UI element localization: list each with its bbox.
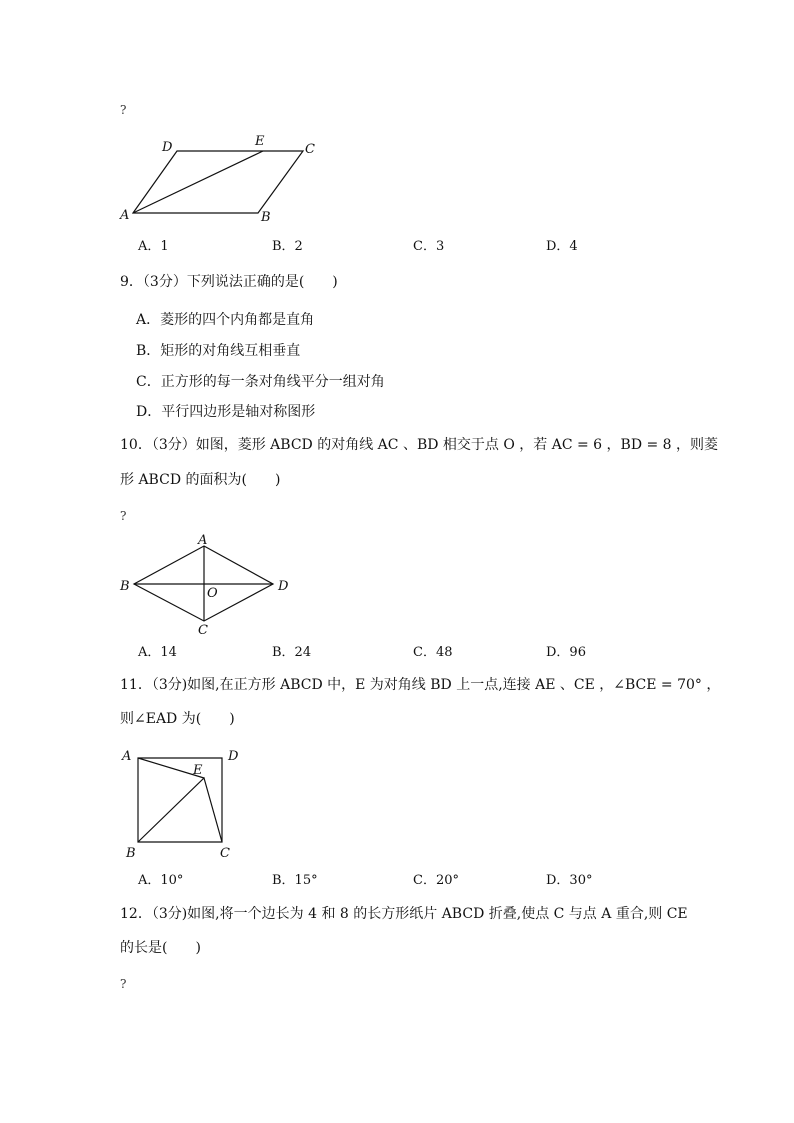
label-a: A (198, 533, 208, 548)
q12-stem-line2: 的长是( ) (120, 940, 201, 956)
q8-option-d[interactable]: D．4 (546, 239, 578, 254)
segments-be-ec (138, 778, 222, 842)
q8-option-b[interactable]: B．2 (272, 239, 303, 254)
label-b: B (261, 210, 271, 225)
q10-option-d[interactable]: D．96 (546, 645, 586, 660)
image-placeholder-q12: ? (120, 977, 127, 991)
label-b: B (120, 579, 130, 594)
label-c: C (198, 623, 208, 638)
q9-option-a[interactable]: A．菱形的四个内角都是直角 (136, 312, 315, 328)
label-e: E (255, 134, 265, 149)
label-d: D (162, 140, 173, 155)
q11-stem-line2: 则∠EAD 为( ) (120, 711, 235, 727)
q11-option-d[interactable]: D．30° (546, 873, 593, 888)
q8-option-a[interactable]: A．1 (138, 239, 169, 254)
label-a: A (122, 749, 132, 764)
q9-option-d[interactable]: D．平行四边形是轴对称图形 (136, 404, 316, 420)
q8-option-c[interactable]: C．3 (413, 239, 445, 254)
label-a: A (120, 208, 130, 223)
q9-option-c[interactable]: C．正方形的每一条对角线平分一组对角 (136, 374, 385, 390)
q9-option-b[interactable]: B．矩形的对角线互相垂直 (136, 343, 301, 359)
q10-option-c[interactable]: C．48 (413, 645, 453, 660)
label-e: E (193, 763, 203, 778)
label-c: C (305, 142, 315, 157)
q10-option-a[interactable]: A．14 (138, 645, 177, 660)
label-o: O (207, 586, 218, 601)
q10-stem-line1: 10．（3分）如图，菱形 ABCD 的对角线 AC 、BD 相交于点 O ，若 AC = 6 ，BD = 8 ，则菱 (120, 437, 719, 453)
image-placeholder-q8: ? (120, 103, 127, 117)
label-d: D (228, 749, 239, 764)
q9-stem: 9．（3分）下列说法正确的是( ) (120, 274, 338, 290)
q11-option-a[interactable]: A．10° (138, 873, 184, 888)
label-c: C (220, 846, 230, 861)
q10-option-b[interactable]: B．24 (272, 645, 312, 660)
q11-option-b[interactable]: B．15° (272, 873, 318, 888)
q11-stem-line1: 11．（3分)如图,在正方形 ABCD 中，E 为对角线 BD 上一点,连接 AE 、CE ，∠BCE = 70° ， (120, 677, 721, 693)
label-d: D (278, 579, 289, 594)
q12-stem-line1: 12．（3分)如图,将一个边长为 4 和 8 的长方形纸片 ABCD 折叠,使点 C 与点 A 重合,则 CE (120, 906, 688, 922)
q10-stem-line2: 形 ABCD 的面积为( ) (120, 472, 281, 488)
image-placeholder-q10: ? (120, 509, 127, 523)
label-b: B (126, 846, 136, 861)
q11-option-c[interactable]: C．20° (413, 873, 459, 888)
